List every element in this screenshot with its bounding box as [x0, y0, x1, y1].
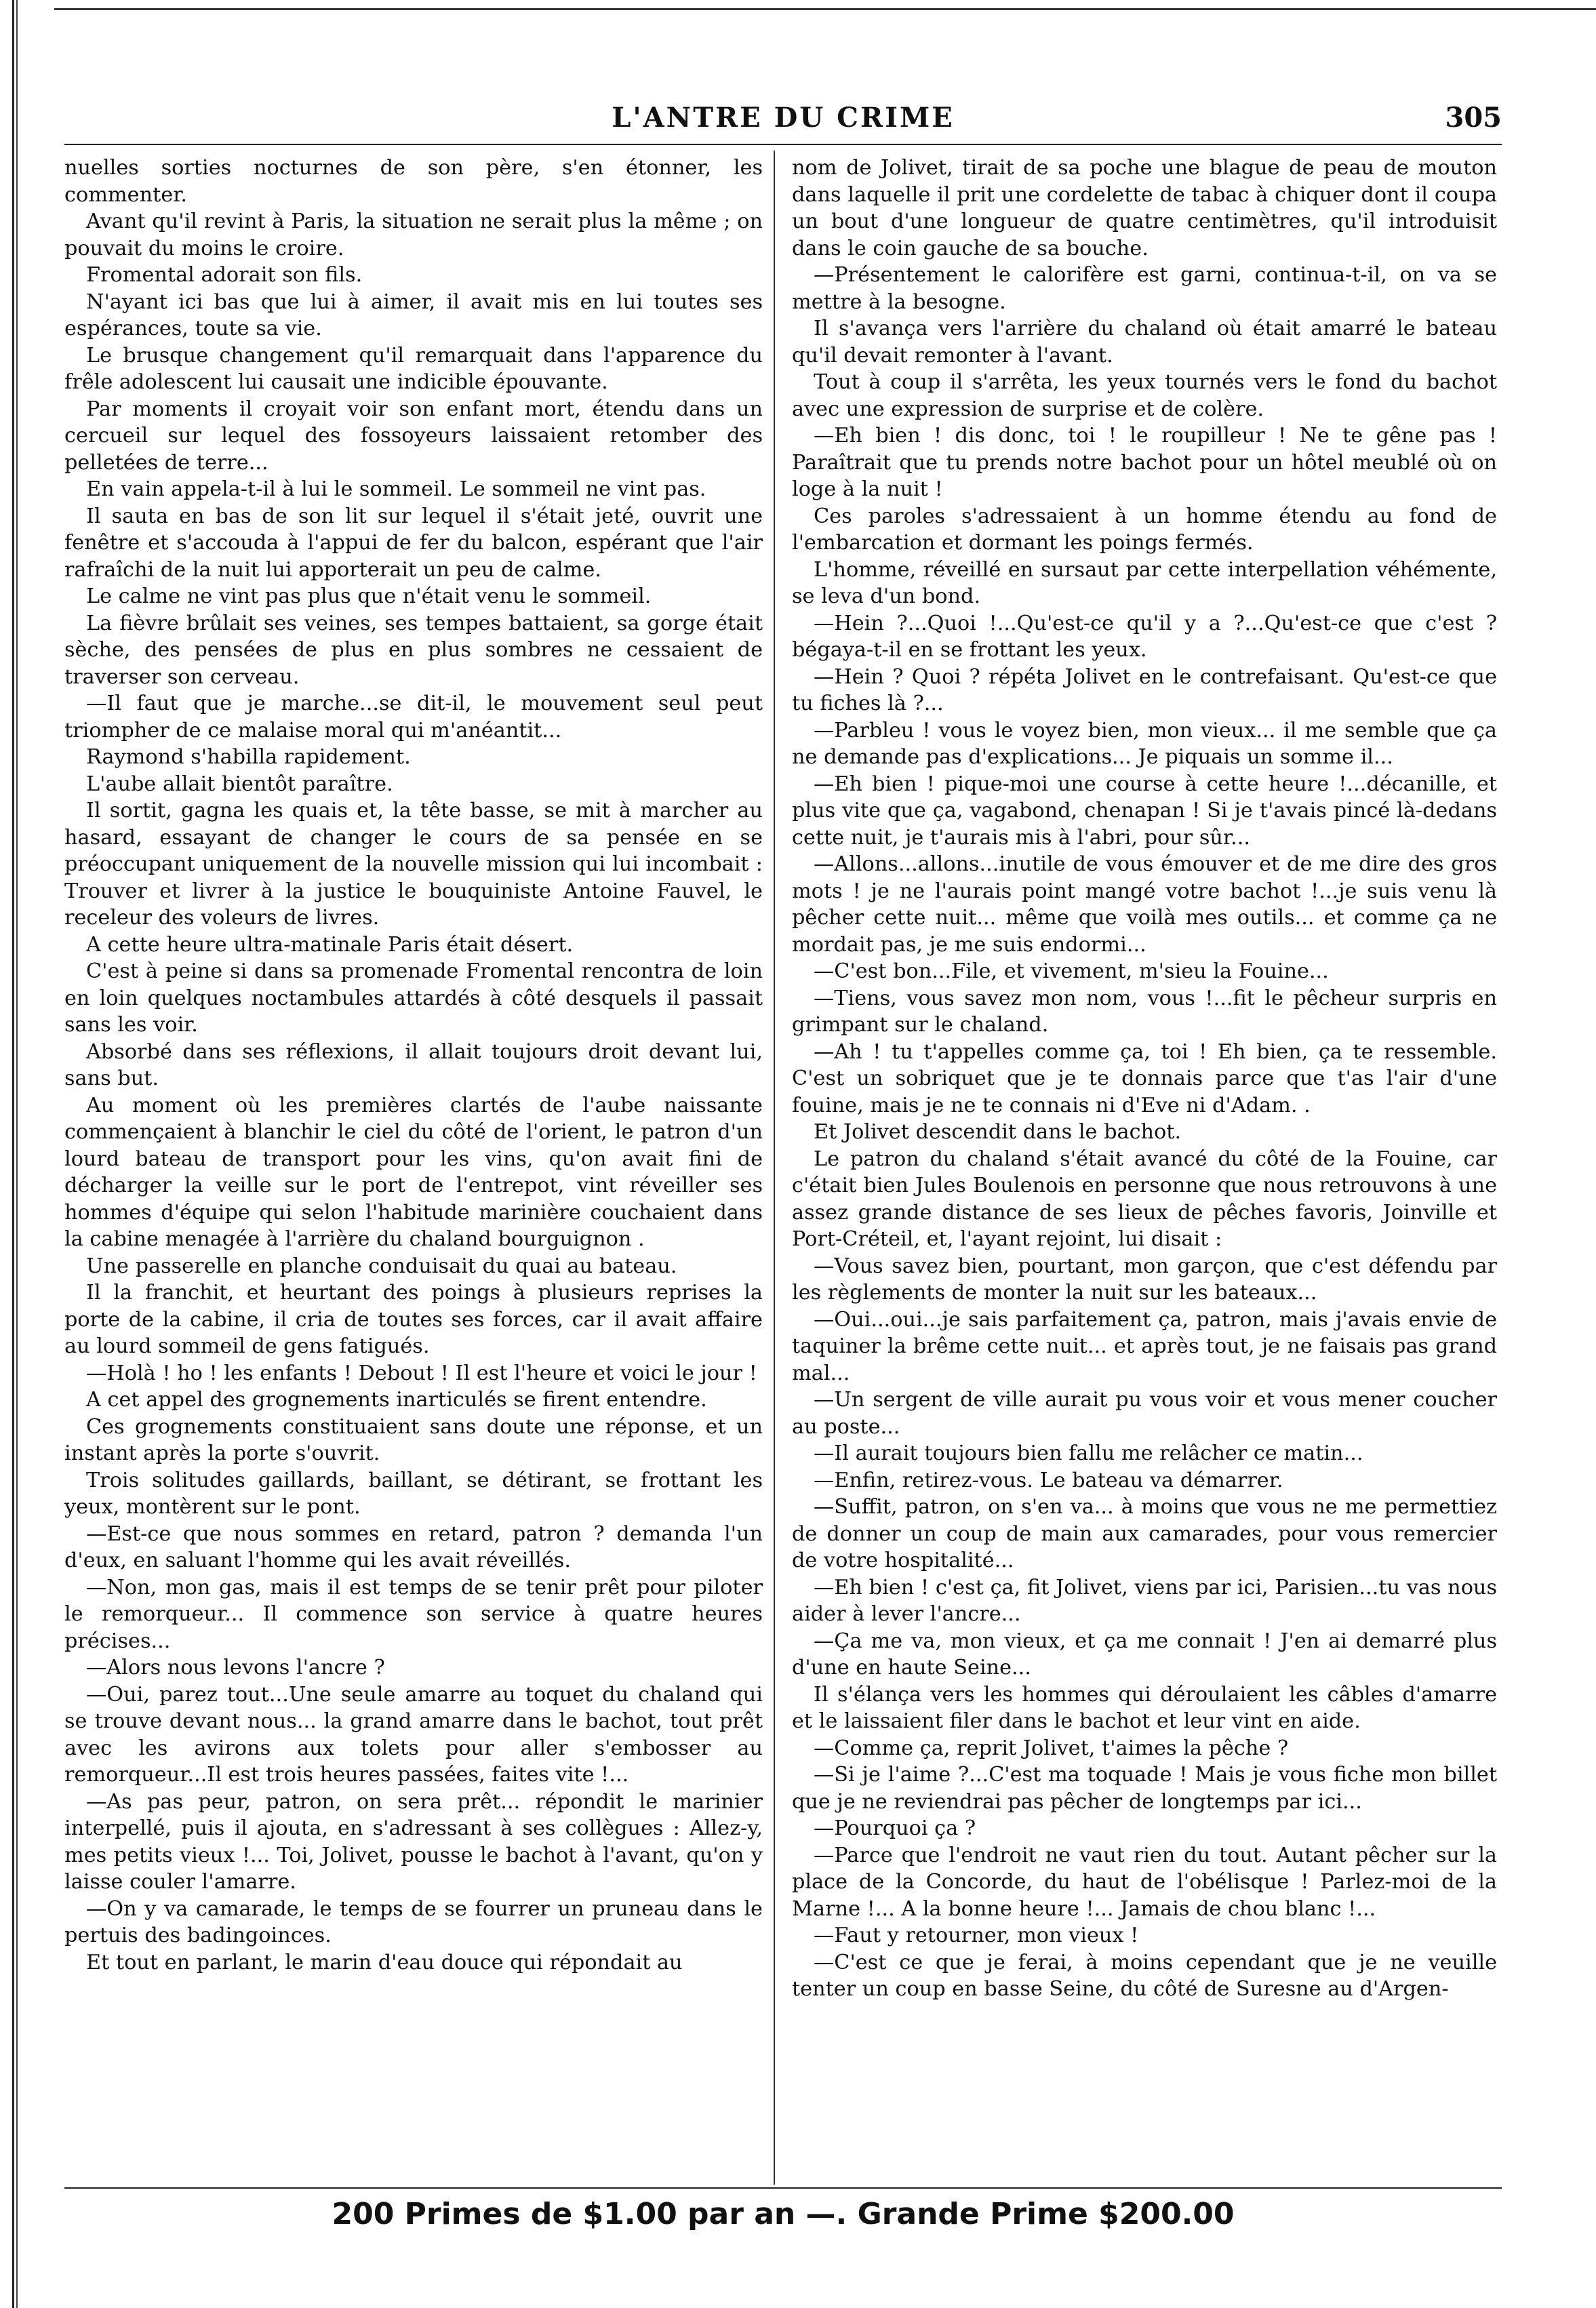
paragraph: —Comme ça, reprit Jolivet, t'aimes la pêche ? — [814, 1736, 1289, 1760]
paragraph: N'ayant ici bas que lui à aimer, il avait mis en lui toutes ses espérances, toute sa vie. — [64, 290, 763, 340]
paragraph: —Est-ce que nous sommes en retard, patron ? demanda l'un d'eux, en saluant l'homme qui les avait réveillés. — [64, 1521, 763, 1572]
paragraph: —Ah ! tu t'appelles comme ça, toi ! Eh bien, ça te ressemble. C'est un sobriquet que je te donnais parce que t'as l'air d'une fouine, mais je ne te connais ni d'Eve ni d'Adam. . — [792, 1039, 1497, 1117]
paragraph: —Hein ? Quoi ? répéta Jolivet en le contrefaisant. Qu'est-ce que tu fiches là ?... — [792, 664, 1497, 715]
paragraph: —Hein ?...Quoi !...Qu'est-ce qu'il y a ?...Qu'est-ce que c'est ? bégaya-t-il en se frottant les yeux. — [792, 611, 1497, 662]
paragraph: L'aube allait bientôt paraître. — [86, 772, 393, 796]
paragraph: —Holà ! ho ! les enfants ! Debout ! Il est l'heure et voici le jour ! — [86, 1361, 757, 1385]
column-divider — [774, 151, 775, 2185]
running-title: L'ANTRE DU CRIME — [612, 102, 955, 134]
paragraph: Raymond s'habilla rapidement. — [86, 745, 411, 769]
page-binding-edge — [12, 0, 19, 2308]
paragraph: —Parbleu ! vous le voyez bien, mon vieux... il me semble que ça ne demande pas d'explications... Je piquais un somme il... — [792, 718, 1497, 769]
header-rule — [64, 144, 1502, 145]
paragraph: Ces paroles s'adressaient à un homme étendu au fond de l'embarcation et dormant les poings fermés. — [792, 504, 1497, 555]
footer-advertisement: 200 Primes de $1.00 par an —. Grande Prime $200.00 — [332, 2197, 1235, 2231]
paragraph: nuelles sorties nocturnes de son père, s'en étonner, les commenter. — [64, 156, 763, 207]
footer-rule — [64, 2187, 1502, 2189]
paragraph: A cet appel des grognements inarticulés se firent entendre. — [86, 1388, 707, 1412]
paragraph: Au moment où les premières clartés de l'aube naissante commençaient à blanchir le ciel du côté de l'orient, le patron d'un lourd bateau de transport pour les vins, qu'on avait fini de décharger la veille sur le port de l'entrepot, vint réveiller ses hommes d'équipe qui selon l'habitude marinière couchaient dans la cabine menagée à l'arrière du chaland bourguignon . — [64, 1093, 763, 1251]
paragraph: Il s'avança vers l'arrière du chaland où était amarré le bateau qu'il devait remonter à l'avant. — [792, 317, 1497, 367]
paragraph: Trois solitudes gaillards, baillant, se détirant, se frottant les yeux, montèrent sur le pont. — [64, 1468, 763, 1519]
paragraph: —Parce que l'endroit ne vaut rien du tout. Autant pêcher sur la place de la Concorde, du haut de l'obélisque ! Parlez-moi de la Marne !... A la bonne heure !... Jamais de chou blanc !... — [792, 1843, 1497, 1921]
paragraph: —Il aurait toujours bien fallu me relâcher ce matin... — [814, 1441, 1363, 1465]
paragraph: Absorbé dans ses réflexions, il allait toujours droit devant lui, sans but. — [64, 1039, 763, 1090]
paragraph: —Pourquoi ça ? — [814, 1816, 976, 1840]
paragraph: Et tout en parlant, le marin d'eau douce qui répondait au — [86, 1950, 683, 1974]
paragraph: —Vous savez bien, pourtant, mon garçon, que c'est défendu par les règlements de monter la nuit sur les bateaux... — [792, 1254, 1497, 1305]
paragraph: —Il faut que je marche...se dit-il, le mouvement seul peut triompher de ce malaise moral qui m'anéantit... — [64, 692, 763, 742]
paragraph: —Présentement le calorifère est garni, continua-t-il, on va se mettre à la besogne. — [792, 263, 1497, 314]
left-column — [64, 155, 763, 1976]
paragraph: Il sortit, gagna les quais et, la tête basse, se mit à marcher au hasard, essayant de changer le cours de sa pensée en se préoccupant uniquement de la nouvelle mission qui lui incombait : Trouver et livrer à la justice le bouquiniste Antoine Fauvel, le receleur des voleurs de livres. — [64, 799, 763, 930]
paragraph: —C'est bon...File, et vivement, m'sieu la Fouine... — [814, 959, 1329, 983]
paragraph: —Si je l'aime ?...C'est ma toquade ! Mais je vous fiche mon billet que je ne reviendrai pas pêcher de longtemps par ici... — [792, 1763, 1497, 1814]
paragraph: —Alors nous levons l'ancre ? — [86, 1656, 385, 1679]
paragraph: Le brusque changement qu'il remarquait dans l'apparence du frêle adolescent lui causait une indicible épouvante. — [64, 343, 763, 394]
paragraph: Avant qu'il revint à Paris, la situation ne serait plus la même ; on pouvait du moins le croire. — [64, 210, 763, 260]
paragraph: —On y va camarade, le temps de se fourrer un pruneau dans le pertuis des badingoinces. — [64, 1896, 763, 1947]
paragraph: —Tiens, vous savez mon nom, vous !...fit le pêcheur surpris en grimpant sur le chaland. — [792, 986, 1497, 1037]
paragraph: La fièvre brûlait ses veines, ses tempes battaient, sa gorge était sèche, des pensées de plus en plus sombres ne cessaient de traverser son cerveau. — [64, 611, 763, 689]
paragraph: —Oui...oui...je sais parfaitement ça, patron, mais j'avais envie de taquiner la brême cette nuit... et après tout, je ne faisais pas grand mal... — [792, 1307, 1497, 1385]
paragraph: A cette heure ultra-matinale Paris était désert. — [86, 932, 574, 957]
paragraph: Il s'élança vers les hommes qui déroulaient les câbles d'amarre et le laissaient filer dans le bachot et leur vint en aide. — [792, 1682, 1497, 1733]
paragraph: —As pas peur, patron, on sera prêt... répondit le marinier interpellé, puis il ajouta, en s'adressant à ses collègues : Allez-y, mes petits vieux !... Toi, Jolivet, pousse le bachot à l'avant, qu'on y laisse couler l'amarre. — [64, 1789, 763, 1894]
paragraph: L'homme, réveillé en sursaut par cette interpellation véhémente, se leva d'un bond. — [792, 557, 1497, 608]
paragraph: nom de Jolivet, tirait de sa poche une blague de peau de mouton dans laquelle il prit une cordelette de tabac à chiquer dont il coupa un bout d'une longueur de quatre centimètres, qu'il introduisit dans le coin gauche de sa bouche. — [792, 156, 1497, 260]
paragraph: —Oui, parez tout...Une seule amarre au toquet du chaland qui se trouve devant nous... la grand amarre dans le bachot, tout prêt avec les avirons aux tolets pour aller s'embosser au remorqueur...Il est trois heures passées, faites vite !... — [64, 1682, 763, 1787]
paragraph: Fromental adorait son fils. — [86, 263, 363, 287]
paragraph: —Non, mon gas, mais il est temps de se tenir prêt pour piloter le remorqueur... Il commence son service à quatre heures précises... — [64, 1575, 763, 1653]
paragraph: —Eh bien ! dis donc, toi ! le roupilleur ! Ne te gêne pas ! Paraîtrait que tu prends notre bachot pour un hôtel meublé où on loge à la nuit ! — [792, 424, 1497, 501]
paragraph: —Un sergent de ville aurait pu vous voir et vous mener coucher au poste... — [792, 1388, 1497, 1439]
paragraph: En vain appela-t-il à lui le sommeil. Le sommeil ne vint pas. — [86, 477, 706, 501]
page-number: 305 — [1445, 102, 1502, 134]
paragraph: Il la franchit, et heurtant des poings à plusieurs reprises la porte de la cabine, il cria de toutes ses forces, car il avait affaire au lourd sommeil de gens fatigués. — [64, 1281, 763, 1358]
paragraph: Tout à coup il s'arrêta, les yeux tournés vers le fond du bachot avec une expression de surprise et de colère. — [792, 370, 1497, 421]
paragraph: —Enfin, retirez-vous. Le bateau va démarrer. — [814, 1468, 1283, 1492]
paragraph: —Ça me va, mon vieux, et ça me connait ! J'en ai demarré plus d'une en haute Seine... — [792, 1629, 1497, 1679]
paragraph: —Faut y retourner, mon vieux ! — [814, 1924, 1139, 1947]
page-header — [64, 102, 1502, 142]
paragraph: —Allons...allons...inutile de vous émouver et de me dire des gros mots ! je ne l'aurais point mangé votre bachot !...je suis venu là pêcher cette nuit... même que voilà mes outils... et comme ça ne mordait pas, je me suis endormi... — [792, 852, 1497, 957]
paragraph: Par moments il croyait voir son enfant mort, étendu dans un cercueil sur lequel des fossoyeurs laissaient retomber des pelletées de terre... — [64, 397, 763, 475]
paragraph: Il sauta en bas de son lit sur lequel il s'était jeté, ouvrit une fenêtre et s'accouda à l'appui de fer du balcon, espérant que l'air rafraîchi de la nuit lui apporterait un peu de calme. — [64, 504, 763, 582]
paragraph: Et Jolivet descendit dans le bachot. — [814, 1120, 1182, 1144]
paragraph: Le patron du chaland s'était avancé du côté de la Fouine, car c'était bien Jules Boulenois en personne que nous retrouvons à une assez grande distance de ses lieux de pêches favoris, Joinville et Port-Créteil, et, l'ayant rejoint, lui disait : — [792, 1147, 1497, 1251]
right-column — [792, 155, 1497, 2003]
paragraph: —Suffit, patron, on s'en va... à moins que vous ne me permettiez de donner un coup de main aux camarades, pour vous remercier de votre hospitalité... — [792, 1495, 1497, 1572]
paragraph: —Eh bien ! pique-moi une course à cette heure !...décanille, et plus vite que ça, vagabond, chenapan ! Si je t'avais pincé là-dedans cette nuit, je t'aurais mis à l'abri, pour sûr... — [792, 772, 1497, 850]
paragraph: C'est à peine si dans sa promenade Fromental rencontra de loin en loin quelques noctambules attardés à côté desquels il passait sans les voir. — [64, 959, 763, 1037]
paragraph: —Eh bien ! c'est ça, fit Jolivet, viens par ici, Parisien...tu vas nous aider à lever l'ancre... — [792, 1575, 1497, 1626]
paragraph: Ces grognements constituaient sans doute une réponse, et un instant après la porte s'ouvrit. — [64, 1414, 763, 1465]
paragraph: —C'est ce que je ferai, à moins cependant que je ne veuille tenter un coup en basse Seine, du côté de Suresne au d'Argen- — [792, 1950, 1497, 2001]
top-edge-rule — [54, 8, 1596, 10]
paragraph: Une passerelle en planche conduisait du quai au bateau. — [86, 1254, 677, 1278]
paragraph: Le calme ne vint pas plus que n'était venu le sommeil. — [86, 584, 652, 608]
